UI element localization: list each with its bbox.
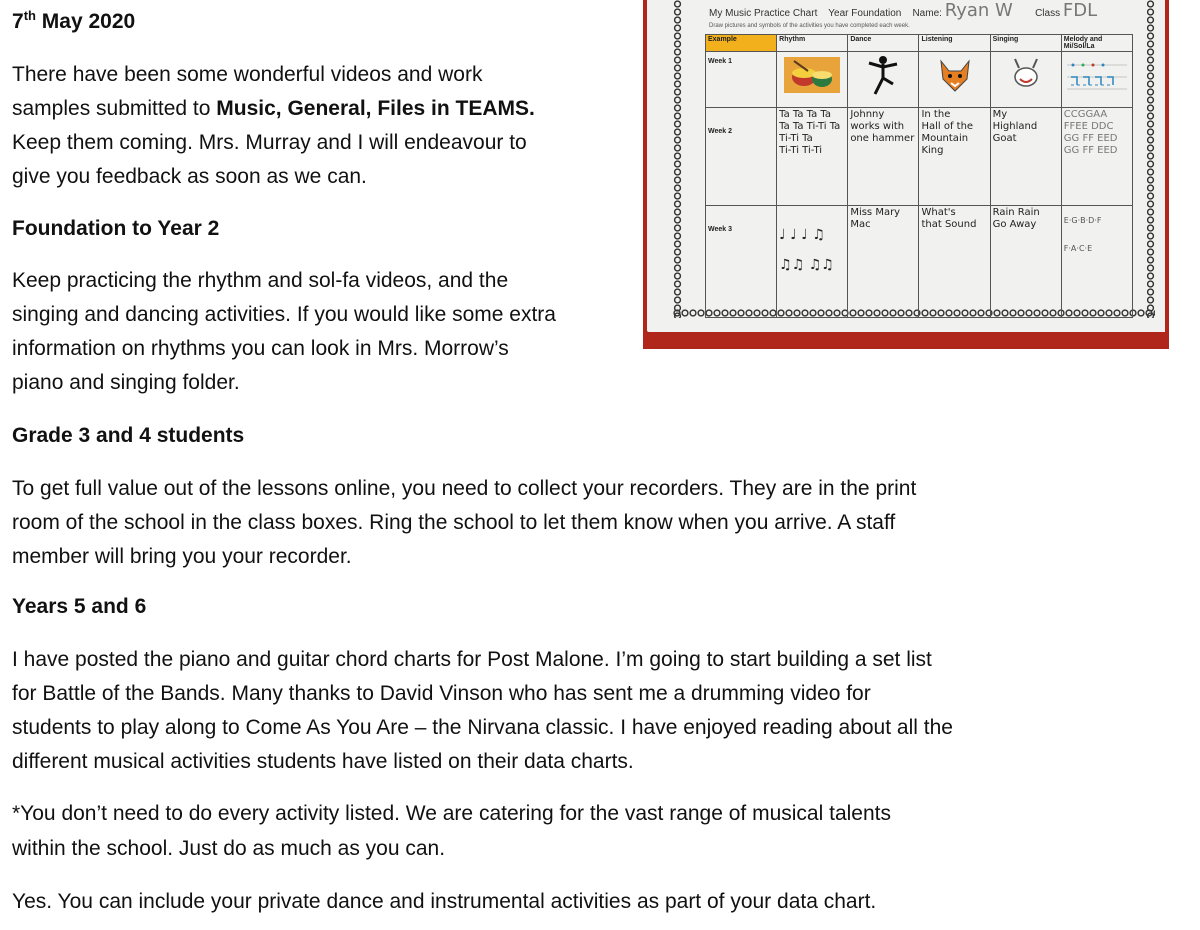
chart-col-header: Singing (990, 35, 1061, 52)
note-line: within the school. Just do as much as you can. (12, 837, 446, 860)
chart-instructions: Draw pictures and symbols of the activities you have completed each week. (709, 23, 910, 29)
goat-drawing (990, 52, 1061, 108)
years56-line: for Battle of the Bands. Many thanks to David Vinson who has sent me a drumming video for (12, 682, 871, 705)
week3-listening: What's that Sound (919, 206, 990, 318)
chart-week-label: Week 2 (706, 108, 777, 206)
week2-melody: CCGGAA FFEE DDC GG FF EED GG FF EED (1061, 108, 1132, 206)
practice-chart-table (705, 34, 1133, 318)
chart-year: Year Foundation (828, 8, 902, 19)
week2-dance: Johnny works with one hammer (848, 108, 919, 206)
week3-rhythm: ♩ ♩ ♩ ♫ ♫♫ ♫♫ (777, 206, 848, 318)
grade34-line: To get full value out of the lessons online, you need to collect your recorders. They are in the print (12, 477, 917, 500)
date-heading: 7th May 2020 (12, 8, 136, 33)
chart-week-label: Week 3 (706, 206, 777, 318)
chart-header (709, 0, 1097, 21)
closing-line: Yes. You can include your private dance and instrumental activities as part of your data chart. (12, 890, 877, 913)
years56-heading: Years 5 and 6 (12, 595, 147, 618)
years56-line: different musical activities students have listed on their data charts. (12, 750, 634, 773)
foundation-line: piano and singing folder. (12, 371, 240, 394)
foundation-heading: Foundation to Year 2 (12, 217, 220, 240)
week3-singing: Rain Rain Go Away (990, 206, 1061, 318)
grade34-line: member will bring you your recorder. (12, 545, 352, 568)
fox-drawing (919, 52, 990, 108)
dotted-border (1146, 0, 1155, 318)
chart-col-header: Example (706, 35, 777, 52)
grade34-heading: Grade 3 and 4 students (12, 424, 245, 447)
teams-location: Music, General, Files in TEAMS. (216, 97, 535, 120)
chart-title: My Music Practice Chart (709, 8, 818, 19)
chart-col-header: Rhythm (777, 35, 848, 52)
note-line: *You don’t need to do every activity listed. We are catering for the vast range of musical talents (12, 802, 891, 825)
chart-col-header: Dance (848, 35, 919, 52)
chart-week-label: Week 1 (706, 52, 777, 108)
dancer-drawing (848, 52, 919, 108)
foundation-line: Keep practicing the rhythm and sol-fa videos, and the (12, 269, 509, 292)
intro-line-1: There have been some wonderful videos and work (12, 63, 483, 86)
foundation-line: information on rhythms you can look in Mrs. Morrow’s (12, 337, 509, 360)
intro-line-4: give you feedback as soon as we can. (12, 165, 367, 188)
drum-drawing (777, 52, 848, 108)
week2-rhythm: Ta Ta Ta Ta Ta Ta Ti-Ti Ta Ti-Ti Ta Ti-Ti Ti-Ti (777, 108, 848, 206)
chart-col-header: Listening (919, 35, 990, 52)
practice-chart-photo (643, 0, 1169, 349)
years56-line: students to play along to Come As You Are – the Nirvana classic. I have enjoyed reading about all the (12, 716, 953, 739)
melody-drawing (1061, 52, 1132, 108)
chart-name-label: Name: (912, 8, 942, 19)
week2-singing: My Highland Goat (990, 108, 1061, 206)
week3-dance: Miss Mary Mac (848, 206, 919, 318)
intro-line-3: Keep them coming. Mrs. Murray and I will endeavour to (12, 131, 527, 154)
practice-chart-sheet (647, 0, 1165, 332)
week3-melody: E·G·B·D·F F·A·C·E (1061, 206, 1132, 318)
years56-line: I have posted the piano and guitar chord charts for Post Malone. I’m going to start building a set list (12, 648, 932, 671)
grade34-line: room of the school in the class boxes. Ring the school to let them know when you arrive. A staff (12, 511, 896, 534)
chart-class-label: Class (1035, 8, 1061, 19)
chart-class-value: FDL (1062, 0, 1098, 21)
chart-col-header: Melody and Mi/Sol/La (1061, 35, 1132, 52)
week2-listening: In the Hall of the Mountain King (919, 108, 990, 206)
intro-line-2: samples submitted to Music, General, Files in TEAMS. (12, 97, 535, 120)
dotted-border (673, 0, 682, 318)
foundation-line: singing and dancing activities. If you would like some extra (12, 303, 556, 326)
chart-name-value: Ryan W (944, 0, 1013, 21)
